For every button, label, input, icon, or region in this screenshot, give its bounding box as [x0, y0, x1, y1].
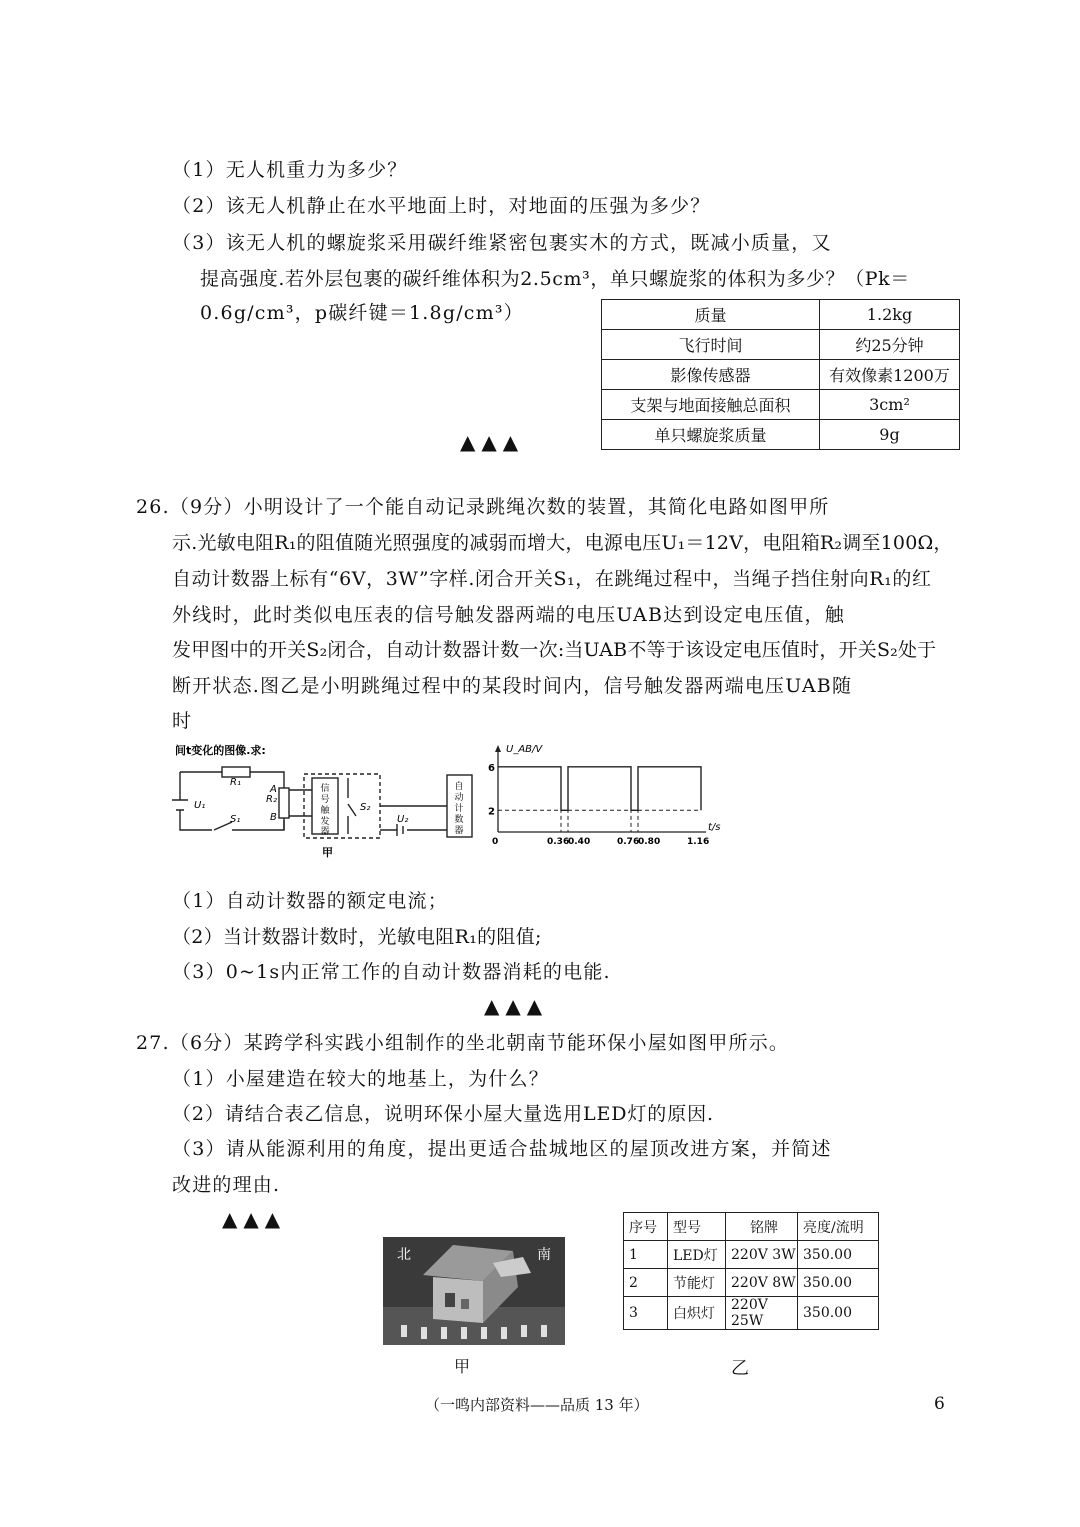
answer-marker: ▲▲▲	[460, 430, 525, 454]
q26-line3: 自动计数器上标有“6V，3W”字样.闭合开关S₁，在跳绳过程中，当绳子挡住射向R₁的红	[172, 568, 932, 590]
table-cell: 节能灯	[668, 1269, 726, 1297]
trigger-char: 器	[320, 827, 330, 837]
trigger-char: 发	[320, 817, 330, 827]
table-row	[602, 360, 960, 390]
figure-label-jia: 甲	[322, 846, 333, 859]
trigger-char: 号	[320, 795, 330, 805]
spec-cell: 单只螺旋浆质量	[602, 420, 820, 450]
y-tick-label: 2	[488, 806, 495, 818]
table-cell: 白炽灯	[668, 1297, 726, 1330]
q27-part3-line2: 改进的理由.	[172, 1174, 281, 1196]
table-cell: 220V 25W	[726, 1297, 798, 1330]
trigger-char: 触	[320, 806, 330, 816]
table-row	[624, 1269, 879, 1297]
q26-part1: （1）自动计数器的额定电流；	[172, 890, 448, 912]
figure-caption: 间t变化的图像.求:	[175, 744, 266, 757]
y-axis-label: U_AB/V	[506, 744, 543, 755]
q27-line1: 27.（6分）某跨学科实践小组制作的坐北朝南节能环保小屋如图甲所示。	[136, 1032, 790, 1054]
counter-char: 器	[454, 826, 464, 836]
footer-text: （一鸣内部资料——品质 13 年）	[425, 1396, 649, 1414]
table-row	[602, 390, 960, 420]
label-u1: U₁	[194, 800, 206, 811]
label-a: A	[270, 784, 277, 795]
circuit-diagram	[172, 740, 492, 860]
q26-line1: 26.（9分）小明设计了一个能自动记录跳绳次数的装置，其简化电路如图甲所	[136, 496, 830, 518]
spec-cell: 1.2kg	[820, 300, 960, 330]
counter-char: 计	[454, 804, 464, 814]
table-cell: 350.00	[798, 1269, 879, 1297]
uab-chart	[486, 740, 726, 845]
led-light	[541, 1325, 547, 1337]
table-cell: 350.00	[798, 1297, 879, 1330]
r2-resistor	[279, 788, 289, 818]
spec-cell: 质量	[602, 300, 820, 330]
table-cell: LED灯	[668, 1241, 726, 1269]
figure-label-jia: 甲	[454, 1357, 471, 1376]
counter-char: 自	[454, 782, 464, 792]
q27-part1: （1）小屋建造在较大的地基上，为什么？	[172, 1068, 549, 1090]
q25-part2: （2）该无人机静止在水平地面上时，对地面的压强为多少？	[172, 195, 711, 217]
header-cell: 型号	[668, 1213, 726, 1241]
page-number: 6	[934, 1394, 945, 1414]
spec-cell: 飞行时间	[602, 330, 820, 360]
label-b: B	[270, 812, 277, 823]
led-light	[521, 1325, 527, 1337]
x-tick-label: 0.40	[568, 837, 591, 845]
figure-label-yi: 乙	[731, 1358, 749, 1379]
led-light	[441, 1327, 447, 1339]
spec-cell: 影像传感器	[602, 360, 820, 390]
x-tick-label: 0.80	[638, 837, 661, 845]
table-cell: 1	[624, 1241, 668, 1269]
header-cell: 序号	[624, 1213, 668, 1241]
q26-line4: 外线时，此时类似电压表的信号触发器两端的电压UAB达到设定电压值，触	[172, 604, 845, 626]
q26-line5: 发甲图中的开关S₂闭合，自动计数器计数一次:当UAB不等于该设定电压值时，开关S₂处于	[172, 639, 937, 661]
north-label: 北	[397, 1247, 411, 1263]
counter-char: 动	[454, 793, 464, 803]
led-light	[421, 1327, 427, 1339]
spec-cell: 支架与地面接触总面积	[602, 390, 820, 420]
answer-marker: ▲▲▲	[222, 1207, 287, 1231]
counter-char: 数	[454, 815, 464, 825]
x-tick-label: 0	[492, 837, 499, 845]
spec-cell: 约25分钟	[820, 330, 960, 360]
table-cell: 3	[624, 1297, 668, 1330]
table-row	[602, 330, 960, 360]
label-s2: S₂	[360, 802, 371, 813]
q25-part3-line1: （3）该无人机的螺旋浆采用碳纤维紧密包裹实木的方式，既减小质量，又	[172, 232, 832, 254]
y-tick-label: 6	[488, 762, 495, 774]
q26-line6: 断开状态.图乙是小明跳绳过程中的某段时间内，信号触发器两端电压UAB随	[172, 675, 853, 697]
spec-cell: 9g	[820, 420, 960, 450]
spec-cell: 3cm²	[820, 390, 960, 420]
drone-spec-table	[601, 299, 960, 450]
x-tick-label: 1.16	[687, 837, 710, 845]
table-cell: 2	[624, 1269, 668, 1297]
q26-part3: （3）0~1s内正常工作的自动计数器消耗的电能.	[172, 961, 611, 983]
label-u2: U₂	[397, 814, 409, 825]
south-label: 南	[537, 1247, 551, 1263]
answer-marker: ▲▲▲	[484, 994, 549, 1018]
eco-house-photo	[383, 1237, 565, 1345]
q25-part3-line3: 0.6g/cm³，p碳纤键＝1.8g/cm³）	[200, 302, 524, 324]
series-line-uab	[498, 767, 701, 810]
led-light	[401, 1325, 407, 1337]
table-row	[602, 420, 960, 450]
label-r1: R₁	[230, 777, 241, 788]
q25-part1: （1）无人机重力为多少？	[172, 159, 408, 181]
led-light	[501, 1327, 507, 1339]
q26-line7: 时	[172, 710, 193, 732]
q25-part3-line2: 提高强度.若外层包裹的碳纤维体积为2.5cm³，单只螺旋浆的体积为多少？（Pk＝	[200, 268, 910, 290]
table-cell: 350.00	[798, 1241, 879, 1269]
x-tick-label: 0.36	[547, 837, 570, 845]
q26-line2: 示.光敏电阻R₁的阻值随光照强度的减弱而增大，电源电压U₁＝12V，电阻箱R₂调至100Ω，	[172, 532, 953, 554]
lamp-table	[623, 1212, 879, 1330]
table-row	[624, 1297, 879, 1330]
label-r2: R₂	[266, 794, 277, 805]
q27-part2: （2）请结合表乙信息，说明环保小屋大量选用LED灯的原因.	[172, 1103, 714, 1125]
y-axis-arrow	[495, 745, 501, 752]
q27-part3-line1: （3）请从能源利用的角度，提出更适合盐城地区的屋顶改进方案，并简述	[172, 1138, 832, 1160]
led-light	[481, 1327, 487, 1339]
q26-part2: （2）当计数器计数时，光敏电阻R₁的阻值;	[172, 926, 542, 948]
spec-cell: 有效像素1200万	[820, 360, 960, 390]
header-cell: 亮度/流明	[798, 1213, 879, 1241]
x-axis-label: t/s	[708, 822, 721, 833]
header-cell: 铭牌	[726, 1213, 798, 1241]
table-cell: 220V 3W	[726, 1241, 798, 1269]
led-light	[461, 1327, 467, 1339]
label-s1: S₁	[230, 814, 241, 825]
trigger-char: 信	[320, 784, 330, 794]
table-row	[602, 300, 960, 330]
table-header-row	[624, 1213, 879, 1241]
table-cell: 220V 8W	[726, 1269, 798, 1297]
r1-resistor	[222, 767, 250, 777]
x-tick-label: 0.76	[617, 837, 640, 845]
table-row	[624, 1241, 879, 1269]
